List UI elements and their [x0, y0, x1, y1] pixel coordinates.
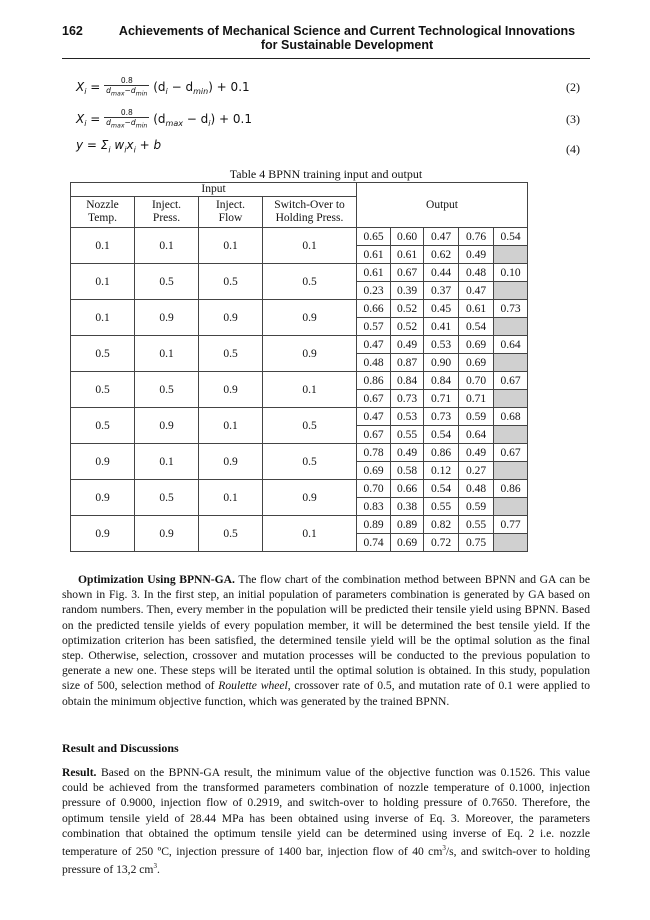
output-cell: 0.73	[424, 408, 459, 426]
table-row	[71, 336, 528, 354]
input-cell: 0.9	[199, 372, 263, 408]
col2-line2: Flow	[218, 212, 243, 224]
output-cell: 0.49	[459, 246, 494, 264]
input-cell: 0.9	[263, 480, 357, 516]
eq2-body-min: min	[193, 87, 209, 97]
output-cell: 0.67	[357, 390, 391, 408]
output-cell: 0.69	[459, 336, 494, 354]
bpnn-table	[70, 182, 528, 552]
section-heading: Result and Discussions	[62, 741, 179, 755]
output-header: Output	[357, 183, 528, 228]
col2-line1: Inject.	[215, 199, 246, 211]
output-cell: 0.73	[391, 390, 424, 408]
table-row	[71, 372, 528, 390]
output-cell: 0.86	[494, 480, 528, 498]
col3-line2: Holding Press.	[275, 212, 344, 224]
input-cell: 0.1	[71, 228, 135, 264]
output-cell: 0.76	[459, 228, 494, 246]
input-cell: 0.5	[263, 408, 357, 444]
output-cell: 0.49	[391, 336, 424, 354]
output-cell: 0.87	[391, 354, 424, 372]
input-cell: 0.1	[135, 336, 199, 372]
output-cell: 0.74	[357, 534, 391, 552]
eq3-lhs: X	[76, 111, 85, 126]
input-cell: 0.9	[71, 516, 135, 552]
eq4-x: x	[126, 138, 134, 152]
shaded-empty-cell	[494, 390, 528, 408]
table-row	[71, 480, 528, 498]
eq2-den-d2: d	[130, 86, 136, 95]
input-cell: 0.5	[199, 264, 263, 300]
output-cell: 0.61	[459, 300, 494, 318]
col-header-switch-over	[263, 197, 357, 228]
output-cell: 0.49	[459, 444, 494, 462]
shaded-empty-cell	[494, 462, 528, 480]
output-cell: 0.53	[424, 336, 459, 354]
output-cell: 0.61	[391, 246, 424, 264]
input-cell: 0.1	[263, 516, 357, 552]
output-cell: 0.71	[459, 390, 494, 408]
output-cell: 0.64	[459, 426, 494, 444]
output-cell: 0.39	[391, 282, 424, 300]
output-cell: 0.55	[391, 426, 424, 444]
input-cell: 0.5	[199, 516, 263, 552]
output-cell: 0.59	[459, 498, 494, 516]
output-cell: 0.72	[424, 534, 459, 552]
eq3-denominator: $d_{max}-d_{min}$	[106, 118, 148, 130]
output-cell: 0.55	[459, 516, 494, 534]
page-number: 162	[62, 24, 83, 38]
input-cell: 0.1	[135, 228, 199, 264]
result-sup2: 3	[153, 862, 157, 871]
col0-line1: Nozzle	[86, 199, 119, 211]
input-cell: 0.5	[71, 336, 135, 372]
equation-number-4: (4)	[566, 142, 580, 156]
output-cell: 0.73	[494, 300, 528, 318]
output-cell: 0.84	[391, 372, 424, 390]
output-cell: 0.66	[357, 300, 391, 318]
result-body3: .	[156, 862, 160, 876]
col-header-nozzle-temp	[71, 197, 135, 228]
eq3-body-mid: − d	[182, 111, 209, 126]
input-cell: 0.1	[135, 444, 199, 480]
equation-2: $X_i$ = $\frac{0.8}{d_{max}-d_{min}}$ $(d_i - d_{min}) + 0.1$ (2)	[76, 76, 580, 98]
input-cell: 0.9	[263, 336, 357, 372]
table-row	[71, 408, 528, 426]
output-cell: 0.47	[424, 228, 459, 246]
output-cell: 0.47	[357, 408, 391, 426]
equation-number-2: (2)	[566, 80, 580, 94]
output-cell: 0.67	[494, 444, 528, 462]
optimization-italic: Roulette wheel	[218, 679, 288, 693]
output-cell: 0.64	[494, 336, 528, 354]
input-cell: 0.1	[199, 480, 263, 516]
output-cell: 0.86	[424, 444, 459, 462]
output-cell: 0.61	[357, 264, 391, 282]
eq2-den-d1: d	[106, 86, 111, 95]
output-cell: 0.47	[357, 336, 391, 354]
eq3-fraction	[104, 108, 149, 131]
input-cell: 0.5	[263, 264, 357, 300]
output-cell: 0.48	[459, 264, 494, 282]
shaded-empty-cell	[494, 246, 528, 264]
input-cell: 0.1	[199, 228, 263, 264]
header-title-line1: Achievements of Mechanical Science and Current Technological Innovations	[118, 24, 576, 38]
input-cell: 0.5	[263, 444, 357, 480]
eq2-lhs-sub: i	[84, 87, 87, 97]
eq2-den-sub2: min	[135, 90, 148, 98]
eq2-denominator: $d_{max}-d_{min}$	[106, 86, 148, 98]
input-cell: 0.9	[71, 444, 135, 480]
eq3-lhs-sub: i	[84, 119, 87, 129]
eq3-body-min: i	[208, 119, 211, 129]
output-cell: 0.86	[357, 372, 391, 390]
output-cell: 0.48	[357, 354, 391, 372]
eq3-den-sub1: max	[110, 122, 125, 130]
output-cell: 0.57	[357, 318, 391, 336]
eq2-body-mid: − d	[167, 79, 194, 94]
input-cell: 0.1	[71, 300, 135, 336]
result-paragraph	[62, 765, 590, 877]
output-cell: 0.54	[494, 228, 528, 246]
eq3-tail: ) + 0.1	[210, 111, 252, 126]
table-caption: Table 4 BPNN training input and output	[229, 167, 423, 181]
output-cell: 0.89	[391, 516, 424, 534]
equation-3: $X_i$ = $\frac{0.8}{d_{max}-d_{min}}$ $(d_{max} - d_i) + 0.1$ (3)	[76, 108, 580, 130]
output-cell: 0.59	[459, 408, 494, 426]
table-row	[71, 516, 528, 534]
output-cell: 0.38	[391, 498, 424, 516]
eq3-body-sub: max	[165, 119, 183, 129]
eq4-lhs: y = Σ	[76, 138, 109, 152]
result-sup1: 3	[442, 844, 446, 853]
output-cell: 0.41	[424, 318, 459, 336]
table-row	[71, 264, 528, 282]
input-cell: 0.9	[135, 516, 199, 552]
input-cell: 0.5	[135, 264, 199, 300]
table-row	[71, 228, 528, 246]
input-cell: 0.9	[263, 300, 357, 336]
output-cell: 0.61	[357, 246, 391, 264]
output-cell: 0.23	[357, 282, 391, 300]
output-cell: 0.52	[391, 318, 424, 336]
output-cell: 0.83	[357, 498, 391, 516]
eq2-numerator: 0.8	[104, 76, 149, 86]
eq2-body-sub: i	[165, 87, 168, 97]
output-cell: 0.27	[459, 462, 494, 480]
eq4-w-sub: i	[124, 145, 127, 155]
output-cell: 0.12	[424, 462, 459, 480]
output-cell: 0.65	[357, 228, 391, 246]
output-cell: 0.54	[459, 318, 494, 336]
header-title	[107, 24, 587, 52]
table-row	[71, 300, 528, 318]
output-cell: 0.52	[391, 300, 424, 318]
eq3-den-d1: d	[106, 118, 111, 127]
output-cell: 0.48	[459, 480, 494, 498]
eq2-lhs: X	[76, 79, 85, 94]
input-cell: 0.9	[135, 408, 199, 444]
eq4-bias: + b	[135, 138, 162, 152]
input-cell: 0.1	[263, 228, 357, 264]
eq3-den-sub2: min	[135, 122, 148, 130]
equation-4	[76, 138, 590, 162]
input-cell: 0.1	[263, 372, 357, 408]
table-row	[71, 444, 528, 462]
output-cell: 0.82	[424, 516, 459, 534]
output-cell: 0.62	[424, 246, 459, 264]
header-title-line2: for Sustainable Development	[260, 38, 434, 52]
output-cell: 0.10	[494, 264, 528, 282]
input-cell: 0.9	[199, 300, 263, 336]
col-header-inject-flow	[199, 197, 263, 228]
shaded-empty-cell	[494, 534, 528, 552]
output-cell: 0.67	[391, 264, 424, 282]
shaded-empty-cell	[494, 282, 528, 300]
output-cell: 0.67	[494, 372, 528, 390]
optimization-body1: The flow chart of the combination method between BPNN and GA can be shown in Fig. 3. In the first step, an initial population of parameters combination is generated by GA based on random numbers. Then, every member in the population will be predicted their tensile yield using BPNN. Based on the predicted tensile yields of every population member, it will be determined the best tensile yield. If the optimization criterion has been satisfied, the determined tensile yield will be the optimal solution as the final step. Otherwise, selection, crossover and mutation processes will be conducted to the previous population to generate a new one. These steps will be iterated until the optimal solution is obtained. In this study, population size of 500, selection method of	[62, 573, 590, 693]
output-cell: 0.70	[357, 480, 391, 498]
output-cell: 0.69	[357, 462, 391, 480]
output-cell: 0.71	[424, 390, 459, 408]
col1-line1: Inject.	[151, 199, 182, 211]
input-cell: 0.9	[199, 444, 263, 480]
eq4-sum-sub: i	[108, 145, 111, 155]
output-cell: 0.44	[424, 264, 459, 282]
output-cell: 0.67	[357, 426, 391, 444]
input-cell: 0.1	[71, 264, 135, 300]
eq2-fraction	[104, 76, 149, 99]
output-cell: 0.37	[424, 282, 459, 300]
output-cell: 0.84	[424, 372, 459, 390]
eq4-w: w	[110, 138, 125, 152]
output-cell: 0.60	[391, 228, 424, 246]
shaded-empty-cell	[494, 354, 528, 372]
result-lead: Result.	[62, 766, 97, 779]
col1-line2: Press.	[152, 212, 181, 224]
output-cell: 0.75	[459, 534, 494, 552]
shaded-empty-cell	[494, 426, 528, 444]
output-cell: 0.77	[494, 516, 528, 534]
optimization-body2: , crossover rate of 0.5, and mutation rate of 0.1 were applied to obtain the minimum objective function, which was generated by the trained BPNN.	[62, 679, 590, 708]
output-cell: 0.58	[391, 462, 424, 480]
eq2-den-sub1: max	[110, 90, 125, 98]
output-cell: 0.69	[459, 354, 494, 372]
header-rule	[62, 58, 590, 59]
input-cell: 0.5	[199, 336, 263, 372]
eq2-body: (d	[153, 79, 166, 94]
output-cell: 0.78	[357, 444, 391, 462]
result-body2: /s, and switch-over to holding pressure of 13,2 cm	[62, 844, 591, 876]
output-cell: 0.54	[424, 426, 459, 444]
output-cell: 0.89	[357, 516, 391, 534]
input-cell: 0.5	[135, 480, 199, 516]
shaded-empty-cell	[494, 498, 528, 516]
output-cell: 0.55	[424, 498, 459, 516]
col0-line2: Temp.	[88, 212, 117, 224]
input-cell: 0.9	[135, 300, 199, 336]
output-cell: 0.68	[494, 408, 528, 426]
input-cell: 0.5	[71, 372, 135, 408]
input-cell: 0.9	[71, 480, 135, 516]
output-cell: 0.69	[391, 534, 424, 552]
output-cell: 0.49	[391, 444, 424, 462]
optimization-lead: Optimization Using BPNN-GA.	[78, 573, 235, 586]
output-cell: 0.90	[424, 354, 459, 372]
eq3-den-d2: d	[130, 118, 136, 127]
col3-line1: Switch-Over to	[274, 199, 345, 211]
eq3-body: (d	[153, 111, 166, 126]
table-body	[71, 228, 528, 552]
eq3-numerator: 0.8	[104, 108, 149, 118]
output-cell: 0.47	[459, 282, 494, 300]
shaded-empty-cell	[494, 318, 528, 336]
output-cell: 0.45	[424, 300, 459, 318]
output-cell: 0.66	[391, 480, 424, 498]
input-cell: 0.1	[199, 408, 263, 444]
col-header-inject-press	[135, 197, 199, 228]
input-cell: 0.5	[135, 372, 199, 408]
eq2-tail: ) + 0.1	[208, 79, 250, 94]
optimization-paragraph	[62, 572, 590, 709]
equation-number-3: (3)	[566, 112, 580, 126]
result-body1: Based on the BPNN-GA result, the minimum value of the objective function was 0.1526. This value could be achieved from the transformed parameters combination of nozzle temperature of 0.1000, injection pressure of 0.9000, injection flow of 0.2919, and switch-over to holding pressure of 0.7650. Therefore, the optimum tensile yield of 28.44 MPa has been obtained using inverse of Eq. 3. Moreover, the parameters combination that obtained the optimum tensile yield can be determined using inverse of Eq. 2 i.e. nozzle temperature of 250 ºC, injection pressure of 1400 bar, injection flow of 40 cm	[62, 766, 590, 858]
eq4-x-sub: i	[133, 145, 136, 155]
input-header: Input	[71, 183, 357, 197]
output-cell: 0.70	[459, 372, 494, 390]
input-cell: 0.5	[71, 408, 135, 444]
output-cell: 0.53	[391, 408, 424, 426]
output-cell: 0.54	[424, 480, 459, 498]
